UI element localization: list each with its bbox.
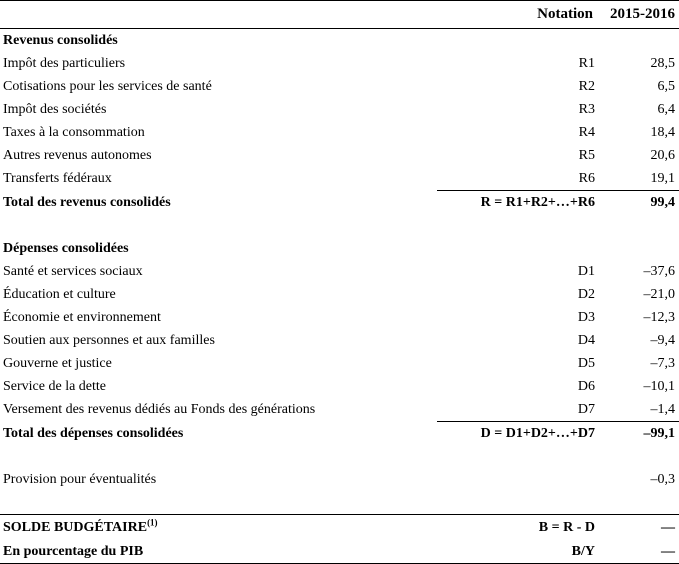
- row-value: –10,1: [643, 379, 675, 394]
- row-value: –9,4: [650, 333, 675, 348]
- row-code: D7: [577, 402, 595, 417]
- header-notation: Notation: [437, 1, 600, 29]
- row-label: Autres revenus autonomes: [3, 148, 152, 163]
- row-value: –12,3: [643, 310, 675, 325]
- table-row: [0, 283, 679, 306]
- row-code: D1: [577, 264, 595, 279]
- row-value: –1,4: [650, 402, 675, 417]
- row-code: D4: [577, 333, 595, 348]
- total-revenus-row: [0, 191, 679, 215]
- row-label: Santé et services sociaux: [3, 264, 143, 279]
- table-row: [0, 329, 679, 352]
- spacer-row: [0, 214, 679, 237]
- row-label: Cotisations pour les services de santé: [3, 79, 212, 94]
- section-title: Dépenses consolidées: [3, 241, 129, 256]
- total-depenses-row: [0, 422, 679, 446]
- table-row: [0, 98, 679, 121]
- table-row: [0, 144, 679, 167]
- table-row: [0, 260, 679, 283]
- row-label: Soutien aux personnes et aux familles: [3, 333, 215, 348]
- total-value: –99,1: [600, 422, 679, 446]
- spacer-row: [0, 491, 679, 515]
- section-title: Revenus consolidés: [3, 33, 118, 48]
- row-label: Service de la dette: [3, 379, 107, 394]
- table-header-row: [0, 1, 679, 29]
- row-code: D5: [577, 356, 595, 371]
- row-label: Versement des revenus dédiés au Fonds des générations: [3, 402, 316, 418]
- row-code: D2: [577, 287, 595, 302]
- row-value: 18,4: [650, 125, 675, 140]
- spacer-row: [0, 445, 679, 468]
- row-label: Taxes à la consommation: [3, 125, 145, 140]
- solde-label-cell: [0, 515, 437, 540]
- row-label: Gouverne et justice: [3, 356, 112, 371]
- provision-row: [0, 468, 679, 491]
- solde-formula: B = R - D: [437, 515, 600, 540]
- solde-budgetaire-row: [0, 515, 679, 540]
- row-value: –7,3: [650, 356, 675, 371]
- total-label: Total des revenus consolidés: [3, 194, 171, 210]
- row-code: R2: [578, 79, 595, 94]
- header-year: 2015-2016: [600, 1, 679, 29]
- pib-formula: B/Y: [437, 539, 600, 564]
- provision-code: [437, 468, 600, 491]
- table-row: [0, 352, 679, 375]
- row-code: R6: [578, 171, 595, 186]
- row-code: D3: [577, 310, 595, 325]
- row-value: 6,4: [657, 102, 675, 117]
- table-row: [0, 306, 679, 329]
- row-value: –37,6: [643, 264, 675, 279]
- solde-label: SOLDE BUDGÉTAIRE: [3, 519, 148, 535]
- row-label: Impôt des particuliers: [3, 56, 126, 71]
- row-value: 28,5: [650, 56, 675, 71]
- row-code: D6: [577, 379, 595, 394]
- row-value: 20,6: [650, 148, 675, 163]
- solde-value: —: [600, 515, 679, 540]
- header-label: [0, 1, 437, 29]
- row-value: 19,1: [650, 171, 675, 186]
- total-value: 99,4: [600, 191, 679, 215]
- table-row: [0, 52, 679, 75]
- pib-label: En pourcentage du PIB: [0, 539, 437, 564]
- row-label: Éducation et culture: [3, 287, 116, 302]
- row-code: R4: [578, 125, 595, 140]
- row-label: Transferts fédéraux: [3, 171, 112, 187]
- total-formula: D = D1+D2+…+D7: [437, 422, 600, 446]
- row-label: Impôt des sociétés: [3, 102, 107, 117]
- section-depenses-title: [0, 237, 679, 260]
- total-formula: R = R1+R2+…+R6: [437, 191, 600, 215]
- table-row: [0, 167, 679, 191]
- row-code: R1: [578, 56, 595, 71]
- row-label: Économie et environnement: [3, 310, 161, 325]
- total-label: Total des dépenses consolidées: [3, 425, 184, 441]
- row-code: R3: [578, 102, 595, 117]
- pib-value: —: [600, 539, 679, 564]
- provision-label: Provision pour éventualités: [3, 472, 157, 487]
- provision-value: –0,3: [650, 472, 675, 487]
- footnote-marker: (1): [147, 516, 158, 527]
- table-row: [0, 121, 679, 144]
- section-revenus-title: [0, 29, 679, 53]
- table-row: [0, 375, 679, 398]
- row-value: –21,0: [643, 287, 675, 302]
- table-row: [0, 398, 679, 422]
- table-row: [0, 75, 679, 98]
- row-value: 6,5: [657, 79, 675, 94]
- row-code: R5: [578, 148, 595, 163]
